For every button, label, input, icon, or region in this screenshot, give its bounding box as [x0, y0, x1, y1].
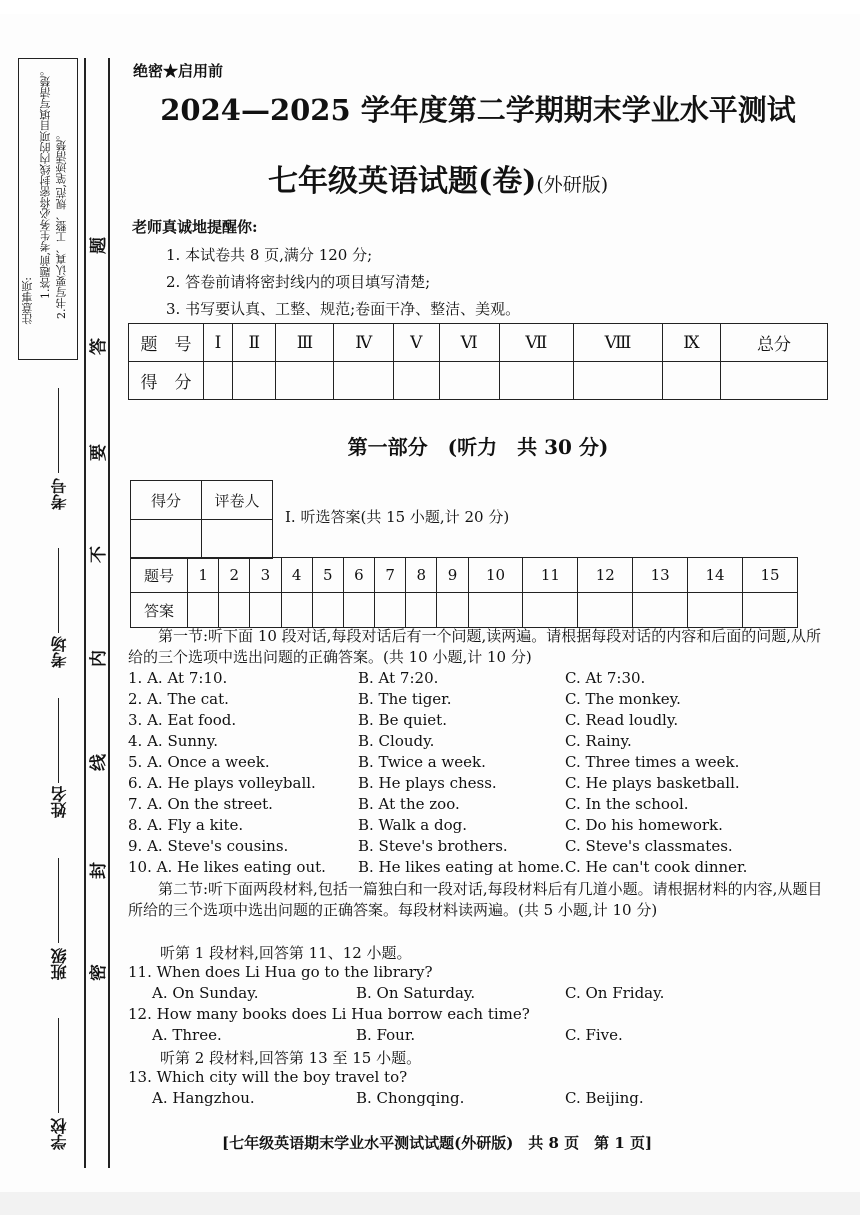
seal-char: 线 — [89, 754, 109, 771]
score-total-cell[interactable] — [721, 362, 828, 400]
question-number: 10 — [468, 558, 523, 593]
option-b: B. Be quiet. — [358, 711, 447, 729]
question-row — [128, 753, 828, 774]
score-col-header: Ⅵ — [439, 324, 499, 362]
score-cell[interactable] — [394, 362, 440, 400]
option-c: C. Beijing. — [565, 1089, 644, 1107]
material2-label: 听第 2 段材料,回答第 13 至 15 小题。 — [160, 1049, 422, 1067]
question-number: 3 — [250, 558, 281, 593]
question-number: 4 — [281, 558, 312, 593]
question-number: 2 — [219, 558, 250, 593]
seal-char: 要 — [89, 444, 109, 461]
option-c: C. He plays basketball. — [565, 774, 740, 792]
question-number: 11 — [523, 558, 578, 593]
question-row — [128, 1026, 828, 1047]
option-b: B. Cloudy. — [358, 732, 435, 750]
seal-char: 内 — [89, 650, 109, 667]
answer-table — [130, 557, 798, 628]
question-row — [128, 669, 828, 690]
option-b: B. Twice a week. — [358, 753, 486, 771]
option-b: B. On Saturday. — [356, 984, 476, 1002]
field-line[interactable] — [58, 858, 59, 943]
option-c: C. In the school. — [565, 795, 689, 813]
grader-name-cell[interactable] — [202, 520, 273, 559]
answer-cell[interactable] — [437, 593, 468, 628]
option-a: 1. A. At 7:10. — [128, 669, 228, 687]
section2-instruction: 第二节:听下面两段材料,包括一篇独白和一段对话,每段材料后有几道小题。请根据材料的内容,从题目所给的三个选项中选出问题的正确答案。每段材料读两遍。(共 5 小题,计 10 分) — [128, 880, 823, 919]
score-cell[interactable] — [663, 362, 721, 400]
seal-char: 不 — [89, 546, 109, 563]
field-exam-number: 考号 — [50, 478, 69, 510]
score-cell[interactable] — [499, 362, 573, 400]
question-row — [128, 732, 828, 753]
confidential-mark: 绝密★启用前 — [133, 62, 224, 80]
score-col-header: Ⅴ — [394, 324, 440, 362]
grader-name-header: 评卷人 — [202, 481, 273, 520]
answer-fill-row — [131, 593, 798, 628]
material-heading — [128, 942, 828, 963]
option-a: 7. A. On the street. — [128, 795, 273, 813]
field-exam-room: 考场 — [50, 636, 69, 668]
answer-cell[interactable] — [578, 593, 633, 628]
binding-line-left — [84, 58, 86, 1168]
score-table-header-row — [129, 324, 828, 362]
question-number: 6 — [343, 558, 374, 593]
option-c: C. Steve's classmates. — [565, 837, 733, 855]
option-a: 10. A. He likes eating out. — [128, 858, 326, 876]
question-12: 12. How many books does Li Hua borrow each time? — [128, 1005, 530, 1023]
score-table-score-row — [129, 362, 828, 400]
edition-label: (外研版) — [536, 174, 609, 196]
question-number: 7 — [375, 558, 406, 593]
field-line[interactable] — [58, 548, 59, 633]
grader-score-cell[interactable] — [131, 520, 202, 559]
answer-cell[interactable] — [406, 593, 437, 628]
part1-title: 第一部分 (听力 共 30 分) — [347, 435, 609, 459]
field-school: 学校 — [50, 1118, 69, 1150]
question-row — [128, 858, 828, 879]
answer-cell[interactable] — [343, 593, 374, 628]
score-cell[interactable] — [204, 362, 233, 400]
score-table-label: 题 号 — [129, 324, 204, 362]
exam-subtitle — [268, 156, 608, 200]
question-row — [128, 1089, 828, 1110]
option-c: C. At 7:30. — [565, 669, 646, 687]
option-c: C. Read loudly. — [565, 711, 679, 729]
answer-cell[interactable] — [633, 593, 688, 628]
field-line[interactable] — [58, 1018, 59, 1113]
answer-cell[interactable] — [312, 593, 343, 628]
score-cell[interactable] — [276, 362, 334, 400]
section-title: Ⅰ. 听选答案(共 15 小题,计 20 分) — [285, 508, 510, 526]
option-a: A. Hangzhou. — [152, 1089, 255, 1107]
score-col-header: Ⅷ — [574, 324, 663, 362]
field-line[interactable] — [58, 698, 59, 783]
material-heading — [128, 1047, 828, 1068]
notice-item-2: 2.书写要认真、工整、规范,笔迹清楚。 — [55, 129, 68, 319]
reminder-intro: 老师真诚地提醒你: — [132, 218, 258, 236]
option-b: B. Walk a dog. — [358, 816, 467, 834]
score-cell[interactable] — [233, 362, 276, 400]
answer-cell[interactable] — [281, 593, 312, 628]
seal-char: 题 — [89, 237, 109, 254]
question-stem — [128, 1068, 828, 1089]
question-row — [128, 837, 828, 858]
answer-cell[interactable] — [468, 593, 523, 628]
answer-cell[interactable] — [523, 593, 578, 628]
score-table — [128, 323, 828, 400]
grader-score-header: 得分 — [131, 481, 202, 520]
option-a: 6. A. He plays volleyball. — [128, 774, 316, 792]
notice-heading: 注意事项: — [21, 277, 34, 325]
question-row — [128, 690, 828, 711]
subject-title: 七年级英语试题(卷) — [268, 164, 537, 199]
scan-margin-bottom — [0, 1192, 860, 1215]
question-row — [128, 711, 828, 732]
question-number: 5 — [312, 558, 343, 593]
option-a: 8. A. Fly a kite. — [128, 816, 244, 834]
field-class: 班级 — [50, 948, 69, 980]
question-number: 15 — [743, 558, 798, 593]
answer-cell[interactable] — [219, 593, 250, 628]
question-stem — [128, 1005, 828, 1026]
option-a: 5. A. Once a week. — [128, 753, 270, 771]
question-number: 13 — [633, 558, 688, 593]
question-number: 9 — [437, 558, 468, 593]
answer-cell[interactable] — [250, 593, 281, 628]
score-col-header: Ⅸ — [663, 324, 721, 362]
option-a: 2. A. The cat. — [128, 690, 229, 708]
question-number: 8 — [406, 558, 437, 593]
seal-char: 封 — [89, 862, 109, 879]
answer-row-label: 答案 — [131, 593, 188, 628]
answer-number-row — [131, 558, 798, 593]
question-number: 14 — [688, 558, 743, 593]
seal-char: 答 — [89, 338, 109, 355]
question-number: 12 — [578, 558, 633, 593]
option-c: C. Do his homework. — [565, 816, 723, 834]
binding-strip — [0, 58, 125, 1168]
question-number: 1 — [188, 558, 219, 593]
field-line[interactable] — [58, 388, 59, 473]
option-b: B. He plays chess. — [358, 774, 497, 792]
option-c: C. Three times a week. — [565, 753, 740, 771]
option-b: B. Steve's brothers. — [358, 837, 508, 855]
score-col-header: Ⅳ — [334, 324, 394, 362]
rule-item: 3. 书写要认真、工整、规范;卷面干净、整洁、美观。 — [166, 300, 521, 318]
option-c: C. Five. — [565, 1026, 623, 1044]
option-c: C. The monkey. — [565, 690, 681, 708]
answer-cell[interactable] — [188, 593, 219, 628]
score-col-header: Ⅲ — [276, 324, 334, 362]
exam-title: 2024—2025 学年度第二学期期末学业水平测试 — [160, 93, 796, 127]
notice-item-1: 1.答题前,考生务必将密封线内的项目填写清楚。 — [39, 65, 52, 299]
option-b: B. At the zoo. — [358, 795, 460, 813]
question-stem — [128, 963, 828, 984]
seal-char: 密 — [89, 964, 109, 981]
option-a: 4. A. Sunny. — [128, 732, 218, 750]
field-name: 姓名 — [50, 786, 69, 818]
rules-list — [166, 242, 520, 323]
score-col-header: Ⅱ — [233, 324, 276, 362]
score-cell[interactable] — [439, 362, 499, 400]
rule-item: 2. 答卷前请将密封线内的项目填写清楚; — [166, 273, 431, 291]
option-b: B. At 7:20. — [358, 669, 439, 687]
option-c: C. He can't cook dinner. — [565, 858, 748, 876]
answer-cell[interactable] — [375, 593, 406, 628]
question-13: 13. Which city will the boy travel to? — [128, 1068, 408, 1086]
section1-instruction: 第一节:听下面 10 段对话,每段对话后有一个问题,读两遍。请根据每段对话的内容和后面的问题,从所给的三个选项中选出问题的正确答案。(共 10 小题,计 10 分) — [128, 627, 821, 666]
option-a: 9. A. Steve's cousins. — [128, 837, 289, 855]
option-a: 3. A. Eat food. — [128, 711, 237, 729]
page-footer: [七年级英语期末学业水平测试试题(外研版) 共 8 页 第 1 页] — [222, 1134, 653, 1152]
option-b: B. Chongqing. — [356, 1089, 465, 1107]
question-row — [128, 816, 828, 837]
option-a: A. On Sunday. — [152, 984, 259, 1002]
option-c: C. Rainy. — [565, 732, 632, 750]
grader-table — [130, 480, 273, 559]
score-col-header: Ⅰ — [204, 324, 233, 362]
question-row — [128, 795, 828, 816]
question-row — [128, 984, 828, 1005]
answer-cell[interactable] — [743, 593, 798, 628]
answer-cell[interactable] — [688, 593, 743, 628]
option-b: B. He likes eating at home. — [358, 858, 565, 876]
material1-label: 听第 1 段材料,回答第 11、12 小题。 — [160, 944, 412, 962]
notice-box — [18, 58, 78, 360]
score-cell[interactable] — [574, 362, 663, 400]
question-11: 11. When does Li Hua go to the library? — [128, 963, 433, 981]
answer-table-label: 题号 — [131, 558, 188, 593]
score-cell[interactable] — [334, 362, 394, 400]
score-col-header: Ⅶ — [499, 324, 573, 362]
scan-margin-top — [0, 0, 860, 14]
score-row-label: 得 分 — [129, 362, 204, 400]
option-b: B. Four. — [356, 1026, 416, 1044]
question-row — [128, 774, 828, 795]
option-b: B. The tiger. — [358, 690, 452, 708]
option-c: C. On Friday. — [565, 984, 665, 1002]
score-total-header: 总分 — [721, 324, 828, 362]
option-a: A. Three. — [152, 1026, 222, 1044]
rule-item: 1. 本试卷共 8 页,满分 120 分; — [166, 246, 373, 264]
binding-line-right — [108, 58, 110, 1168]
